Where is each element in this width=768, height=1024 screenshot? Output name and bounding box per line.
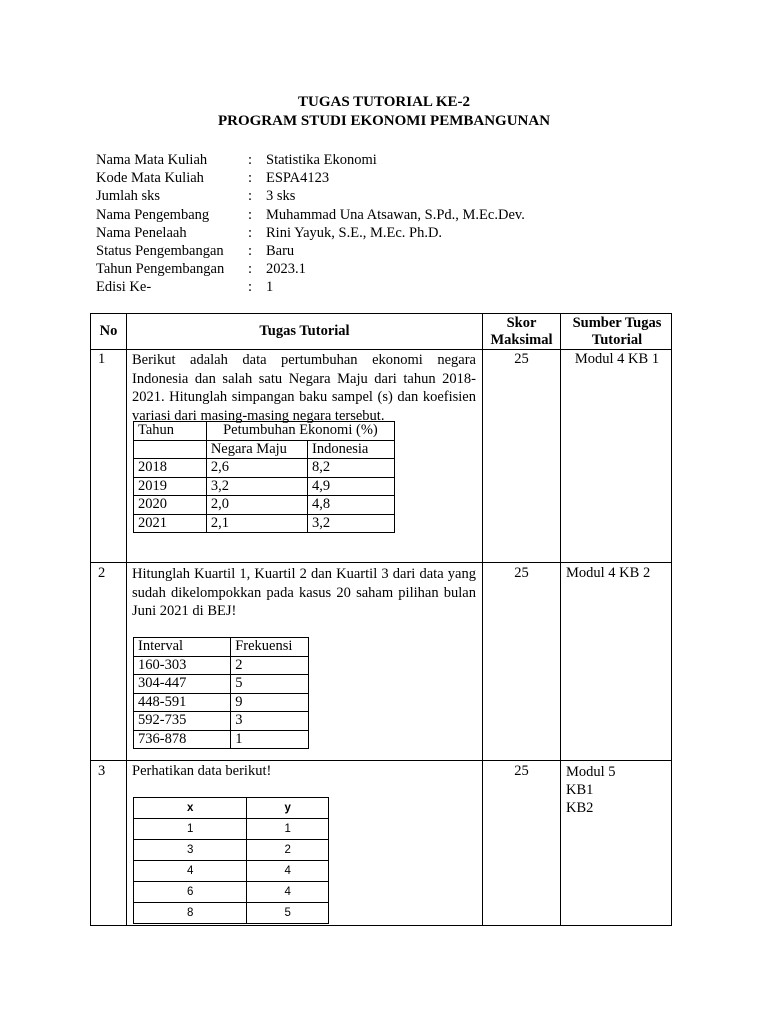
info-colon: : — [248, 188, 253, 205]
info-row — [96, 242, 596, 260]
growth-table — [133, 421, 395, 533]
row-number: 1 — [98, 351, 106, 367]
info-value: Rini Yayuk, S.E., M.Ec. Ph.D. — [266, 224, 443, 241]
header-sumber — [561, 315, 673, 349]
info-value: ESPA4123 — [266, 170, 330, 187]
table-row — [134, 840, 329, 861]
table-row — [134, 861, 329, 882]
source: Modul 4 KB 2 — [566, 565, 651, 581]
info-row — [96, 224, 596, 242]
table-cell: 2018 — [134, 459, 207, 478]
column-divider — [560, 314, 561, 925]
table-cell: 2,0 — [206, 496, 307, 515]
info-value: Statistika Ekonomi — [266, 152, 377, 168]
table-header-cell: Interval — [134, 638, 231, 657]
score: 25 — [514, 351, 529, 367]
score: 25 — [514, 565, 529, 581]
table-row — [134, 693, 309, 712]
table-cell: 3 — [231, 712, 309, 731]
table-cell: 2021 — [134, 514, 207, 533]
table-cell: 592-735 — [134, 712, 231, 731]
table-cell: 2020 — [134, 496, 207, 515]
header-sumber-line2: Tutorial — [591, 332, 643, 348]
table-cell: 8,2 — [307, 459, 394, 478]
table-header-cell: Negara Maju — [206, 440, 307, 459]
header-skor-line1: Skor — [506, 315, 537, 331]
table-header-cell: Indonesia — [307, 440, 394, 459]
info-colon: : — [248, 242, 253, 259]
table-cell: 2019 — [134, 477, 207, 496]
table-cell — [134, 440, 207, 459]
table-header-cell: x — [134, 798, 247, 819]
header-sumber-line1: Sumber Tugas — [572, 315, 662, 331]
table-cell: 736-878 — [134, 730, 231, 749]
info-label: Nama Penelaah — [96, 224, 187, 241]
row-divider — [91, 562, 671, 563]
info-row — [96, 187, 596, 205]
info-colon: : — [248, 224, 253, 241]
info-row — [96, 151, 596, 169]
table-cell: 4,8 — [307, 496, 394, 515]
header-skor — [483, 315, 560, 349]
info-colon: : — [248, 279, 253, 296]
table-cell: 4 — [134, 861, 247, 882]
header-no: No — [99, 323, 118, 339]
table-cell: 1 — [134, 819, 247, 840]
info-value: Muhammad Una Atsawan, S.Pd., M.Ec.Dev. — [266, 206, 525, 223]
table-row — [134, 903, 329, 924]
table-cell: 160-303 — [134, 656, 231, 675]
info-value: 3 sks — [266, 188, 296, 205]
info-label: Jumlah sks — [96, 188, 161, 205]
task-text: Perhatikan data berikut! — [132, 763, 272, 779]
table-cell: 2,1 — [206, 514, 307, 533]
program-title: PROGRAM STUDI EKONOMI PEMBANGUNAN — [217, 113, 551, 129]
table-cell: 5 — [247, 903, 329, 924]
table-cell: 8 — [134, 903, 247, 924]
task-text: Berikut adalah data pertumbuhan ekonomi negara Indonesia dan salah satu Negara Maju dari tahun 2018-2021. Hitunglah simpangan baku sampel (s) dan koefisien variasi dari masing-masing negara tersebut. — [132, 352, 476, 424]
frequency-table — [133, 637, 309, 749]
info-label: Edisi Ke- — [96, 279, 152, 296]
course-info — [96, 151, 596, 297]
info-colon: : — [248, 170, 253, 187]
info-value: 1 — [266, 279, 274, 296]
table-header-cell: y — [247, 798, 329, 819]
table-cell: 448-591 — [134, 693, 231, 712]
table-header-cell: Petumbuhan Ekonomi (%) — [206, 422, 394, 441]
table-row — [134, 656, 309, 675]
row-number: 3 — [98, 763, 106, 779]
info-value: Baru — [266, 242, 295, 259]
table-cell: 9 — [231, 693, 309, 712]
table-row — [134, 730, 309, 749]
column-divider — [482, 314, 483, 925]
row-divider — [91, 349, 671, 350]
info-row — [96, 260, 596, 278]
task-text: Hitunglah Kuartil 1, Kuartil 2 dan Kuartil 3 dari data yang sudah dikelompokkan pada kasus 20 saham pilihan bulan Juni 2021 di BEJ! — [132, 566, 476, 619]
xy-table — [133, 797, 329, 924]
info-label: Kode Mata Kuliah — [96, 170, 204, 187]
table-row — [134, 798, 329, 819]
row-divider — [91, 760, 671, 761]
info-label: Status Pengembangan — [96, 242, 224, 259]
table-row — [134, 638, 309, 657]
table-row — [134, 459, 395, 478]
info-row — [96, 278, 596, 296]
info-label: Nama Mata Kuliah — [96, 152, 208, 168]
document-title: TUGAS TUTORIAL KE-2 — [298, 94, 470, 110]
info-label: Tahun Pengembangan — [96, 261, 225, 278]
table-cell: 6 — [134, 882, 247, 903]
info-value: 2023.1 — [266, 261, 306, 278]
source-line: KB1 — [566, 782, 594, 798]
table-cell: 1 — [247, 819, 329, 840]
table-cell: 5 — [231, 675, 309, 694]
table-header-cell: Frekuensi — [231, 638, 309, 657]
table-cell: 2 — [247, 840, 329, 861]
table-row — [134, 712, 309, 731]
table-cell: 2,6 — [206, 459, 307, 478]
table-cell: 2 — [231, 656, 309, 675]
table-cell: 304-447 — [134, 675, 231, 694]
table-row — [134, 477, 395, 496]
row-number: 2 — [98, 565, 106, 581]
table-cell: 4 — [247, 861, 329, 882]
table-row — [134, 496, 395, 515]
info-colon: : — [248, 261, 253, 278]
table-row — [134, 514, 395, 533]
source: Modul 4 KB 1 — [574, 351, 660, 367]
source-line: Modul 5 — [566, 764, 616, 780]
header-skor-line2: Maksimal — [490, 332, 553, 348]
info-colon: : — [248, 206, 253, 223]
table-row — [134, 440, 395, 459]
table-row — [134, 882, 329, 903]
source — [566, 763, 616, 817]
table-cell: 3,2 — [307, 514, 394, 533]
table-cell: 3,2 — [206, 477, 307, 496]
header-tugas: Tugas Tutorial — [259, 323, 350, 339]
table-cell: 1 — [231, 730, 309, 749]
table-cell: 4 — [247, 882, 329, 903]
info-colon: : — [248, 152, 253, 168]
score: 25 — [514, 763, 529, 779]
table-cell: 3 — [134, 840, 247, 861]
table-header-cell: Tahun — [134, 422, 207, 441]
info-row — [96, 206, 596, 224]
table-row — [134, 675, 309, 694]
info-row — [96, 169, 596, 187]
table-cell: 4,9 — [307, 477, 394, 496]
task-table — [90, 313, 672, 926]
column-divider — [126, 314, 127, 925]
table-row — [134, 819, 329, 840]
info-label: Nama Pengembang — [96, 206, 210, 223]
table-row — [134, 422, 395, 441]
source-line: KB2 — [566, 800, 594, 816]
